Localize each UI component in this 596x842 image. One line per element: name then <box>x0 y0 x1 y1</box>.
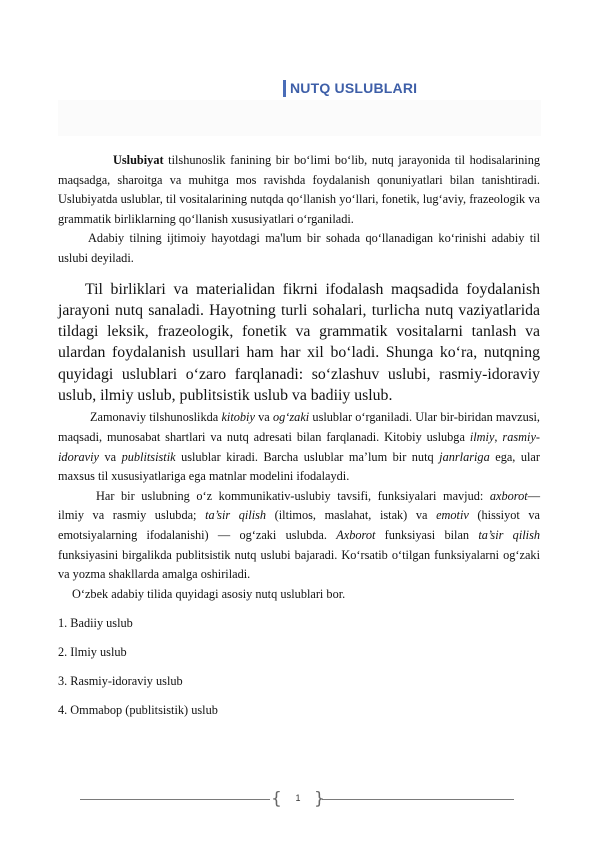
italic-term: emotiv <box>436 508 469 523</box>
term-uslubiyat: Uslubiyat <box>113 153 164 167</box>
main-content <box>58 151 540 721</box>
paragraph-uslubiyat <box>58 151 540 229</box>
title-accent-bar <box>283 80 286 97</box>
page-title-block <box>283 79 417 97</box>
text: Har bir uslubning o‘z kommunikativ-uslubiy tavsifi, funksiyalari mavjud: <box>96 488 490 503</box>
right-brace-icon: } <box>314 789 325 809</box>
page-title: NUTQ USLUBLARI <box>290 80 418 96</box>
paragraph-adabiy-til: Adabiy tilning ijtimoiy hayotdagi ma'lum bir sohada qo‘llanadigan ko‘rinishi adabiy til uslubi deyiladi. <box>58 231 540 265</box>
paragraph-funksiyalar <box>58 487 540 585</box>
paragraph-text: tilshunoslik fanining bir bo‘limi bo‘lib, nutq jarayonida til hodisalarining maqsadga, sharoitga va muhitga mos ravishda foydalanish qonuniyatlari bilan tanishtiradi. Uslubiyatda uslublar, til vositalarining nutqda qo‘llanish yo‘llari, fonetik, lug‘aviy, frazeologik va grammatik birliklarning qo‘llanish xususiyatlari o‘rganiladi. <box>58 153 540 226</box>
footer-rule-right <box>322 799 514 800</box>
italic-term: og‘zaki <box>273 410 310 425</box>
italic-term: ta’sir qilish <box>205 508 267 523</box>
italic-term: janrlariga <box>439 449 490 464</box>
list-item: 4. Ommabop (publitsistik) uslub <box>58 703 218 718</box>
list-item: 3. Rasmiy-idoraviy uslub <box>58 673 183 688</box>
italic-term: rasmiy-idoraviy <box>58 429 540 464</box>
text: funksiyasi bilan <box>375 527 479 542</box>
paragraph-asosiy-uslublar: O‘zbek adabiy tilida quyidagi asosiy nutq uslublari bor. <box>72 586 346 601</box>
footer-rule-left <box>80 799 270 800</box>
text: funksiyasini birgalikda publitsistik nutq uslubi bajaradi. Ko‘rsatib o‘tilgan funksiyalarni og‘zaki va yozma shakllarda amalga oshiriladi. <box>58 547 540 582</box>
text: Zamonaviy tilshunoslikda <box>90 410 222 425</box>
italic-term: Axborot <box>336 527 376 542</box>
text: va <box>98 449 122 464</box>
italic-term: ilmiy <box>469 429 495 444</box>
italic-term: ta’sir qilish <box>478 527 541 542</box>
text: (iltimos, maslahat, istak) va <box>266 508 437 523</box>
text: (hissiyot va emotsiyalarning ifodalanishi) — og‘zaki uslubda. <box>58 508 540 542</box>
italic-term: publitsistik <box>121 449 176 464</box>
italic-term: kitobiy <box>221 410 255 425</box>
text: uslublar kiradi. Barcha uslublar ma’lum bir nutq <box>175 449 440 464</box>
text: va <box>254 410 273 425</box>
text: ega, ular maxsus til xususiyatlariga ega matnlar modelini ifodalaydi. <box>58 449 540 484</box>
text: , <box>494 429 503 444</box>
italic-term: axborot <box>489 488 528 503</box>
text: uslublar o‘rganiladi. Ular bir-biridan mavzusi, maqsadi, munosabat shartlari va nutq adresati bilan farqlanadi. Kitobiy uslubga <box>58 410 540 444</box>
paragraph-nutq: Til birliklari va materialidan fikrni ifodalash maqsadida foydalanish jarayoni nutq sanaladi. Hayotning turli sohalari, turlicha nutq vaziyatlarida tildagi leksik, frazeologik, fonetik va grammatik vositalarni tanlash va ulardan foydalanish usullari ham har xil bo‘ladi. Shunga ko‘ra, nutqning quyidagi uslublari o‘zaro farqlanadi: so‘zlashuv uslubi, rasmiy-idoraviy uslub, ilmiy uslub, publitsistik uslub va badiiy uslub. <box>58 280 540 405</box>
left-brace-icon: { <box>271 789 282 809</box>
list-item: 2. Ilmiy uslub <box>58 644 127 659</box>
title-shade-band <box>58 100 541 136</box>
list-item: 1. Badiiy uslub <box>58 615 133 630</box>
paragraph-zamonaviy <box>58 408 540 486</box>
text: — ilmiy va rasmiy uslubda; <box>58 488 540 523</box>
page-number: 1 <box>295 793 301 803</box>
